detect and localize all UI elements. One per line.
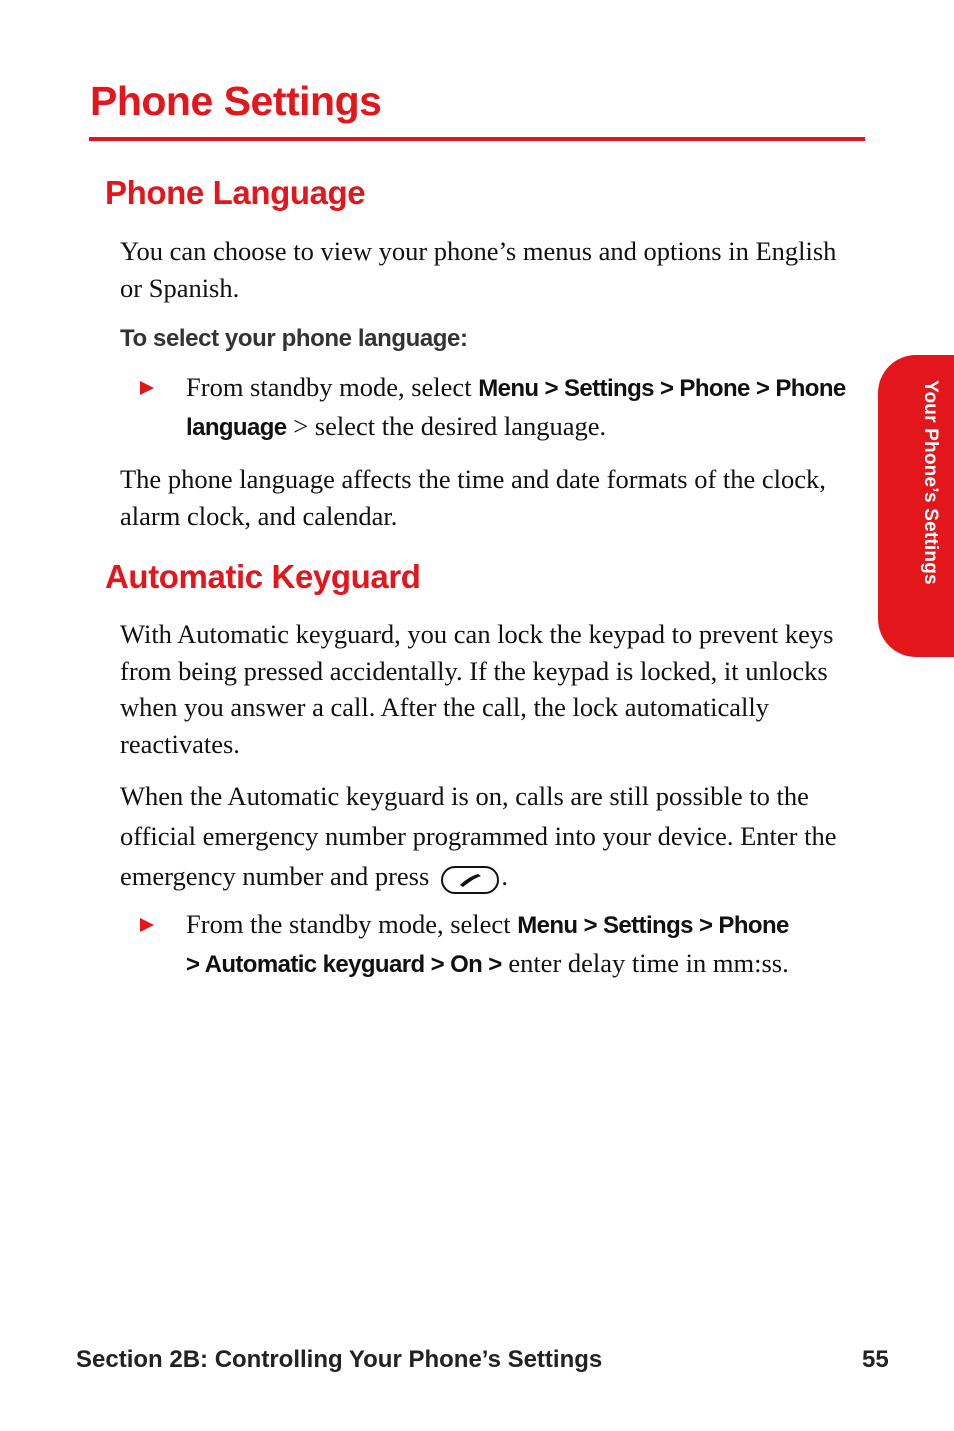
step-prefix: From standby mode, select: [186, 372, 479, 402]
page-title: Phone Settings: [90, 78, 382, 124]
side-section-tab: [878, 355, 954, 657]
keyguard-para-2-end: .: [501, 861, 508, 891]
step-prefix: From the standby mode, select: [186, 909, 518, 939]
automatic-keyguard-heading: Automatic Keyguard: [105, 558, 421, 595]
procedure-label: To select your phone language:: [120, 325, 468, 352]
bullet-icon: [140, 381, 154, 395]
step-suffix: enter delay time in mm:ss.: [501, 947, 789, 978]
phone-language-step: [120, 369, 850, 446]
keyguard-para-2: [120, 776, 865, 896]
step-suffix: > select the desired language.: [286, 410, 607, 441]
keyguard-para-1: With Automatic keyguard, you can lock the keypad to prevent keys from being pressed accidentally. If the keypad is locked, it unlocks when you answer a call. After the call, the lock automatically reactivates.: [120, 619, 834, 759]
phone-language-heading: Phone Language: [105, 174, 366, 211]
menu-path: Menu > Settings > Phone > Automatic keyguard > On >: [186, 912, 789, 978]
keyguard-step: [120, 906, 850, 983]
footer-section-title: Section 2B: Controlling Your Phone’s Settings: [76, 1346, 603, 1373]
keyguard-para-2-text: When the Automatic keyguard is on, calls are still possible to the official emergency number programmed into your device. Enter the emergency number and press: [120, 781, 837, 891]
talk-key-icon: [441, 865, 499, 893]
page-number: 55: [862, 1346, 889, 1373]
side-tab-label: Your Phone’s Settings: [920, 380, 941, 585]
bullet-icon: [140, 918, 154, 932]
menu-path: Menu > Settings > Phone > Phone language: [186, 375, 846, 441]
phone-language-intro: You can choose to view your phone’s menus and options in English or Spanish.: [120, 236, 837, 303]
phone-language-note: The phone language affects the time and date formats of the clock, alarm clock, and calendar.: [120, 464, 826, 531]
title-rule: [89, 137, 865, 141]
